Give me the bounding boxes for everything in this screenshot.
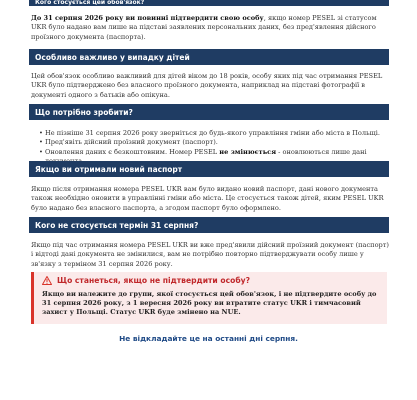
section-title-who: Кого стосується цей обов'язок? <box>35 0 145 6</box>
section-title-children: Особливо важливо у випадку дітей <box>35 52 190 62</box>
warning-title: Що станеться, якщо не підтвердити особу? <box>57 276 250 285</box>
intro-paragraph <box>31 14 389 42</box>
section-title-what-to-do: Що потрібно зробити? <box>35 107 133 117</box>
warning-header <box>42 276 379 285</box>
section-title-not-applicable: Кого не стосується термін 31 серпня? <box>35 220 199 230</box>
section-header-new-passport <box>29 161 389 177</box>
section-title-new-passport: Якщо ви отримали новий паспорт <box>35 164 183 174</box>
warning-text: Якщо ви належите до групи, якої стосується цей обов'язок, і не підтвердите особу до 31 серпня 2026 року, з 1 вересня 2026 року ви втратите статус UKR і тимчасовий захист у Польщі. Статус UKR буде змінено на NUE. <box>42 290 377 316</box>
list-item-text: - оновлюються лише дані <box>278 147 367 156</box>
section-header-not-applicable <box>29 217 389 233</box>
list-item-text: Оновлення даних є безкоштовним. Номер PESEL <box>45 147 220 156</box>
new-passport-paragraph: Якщо після отримання номера PESEL UKR вам було видано новий паспорт, дані нового документа також необхідно оновити в управлінні гміни або міста. Це стосується також дітей, яким PESEL UKR було надано без власного паспорта, а згодом паспорт було оформлено. <box>31 185 384 212</box>
intro-deadline: До 31 серпня 2026 року ви повинні підтвердити свою особу <box>31 14 264 22</box>
section-header-who <box>29 0 389 6</box>
footer-reminder-link[interactable]: Не відкладайте це на останні дні серпня. <box>119 334 298 343</box>
not-applicable-paragraph: Якщо під час отримання номера PESEL UKR ви вже пред'явили дійсний проїзний документ (паспорт) і відтоді дані документа не змінилися, вам не потрібно повторно підтверджувати особу лише у зв'язку з терміном 31 серпня 2026 року. <box>31 241 389 268</box>
children-paragraph: Цей обов'язок особливо важливий для дітей віком до 18 років, особу яких під час отримання PESEL UKR було підтверджено без власного проїзного документа, наприклад на підставі фотографії в документі одного з батьків або опікуна. <box>31 72 383 99</box>
warning-triangle-icon <box>42 276 52 285</box>
list-item: • Пред'явіть дійсний проїзний документ (паспорт). <box>39 138 389 147</box>
intro-text: , якщо номер PESEL зі статусом UKR було надано вам лише на підставі заявлених персональних даних, без пред'явлення дійсного проїзного документа (паспорта). <box>31 14 377 41</box>
list-item: • Не пізніше 31 серпня 2026 року зверніться до будь-якого управління гміни або міста в Польщі. <box>39 129 389 138</box>
section-header-children <box>29 49 389 65</box>
section-header-what-to-do <box>29 104 389 120</box>
warning-box <box>31 272 387 324</box>
list-item-emphasis: не змінюється <box>219 147 277 156</box>
